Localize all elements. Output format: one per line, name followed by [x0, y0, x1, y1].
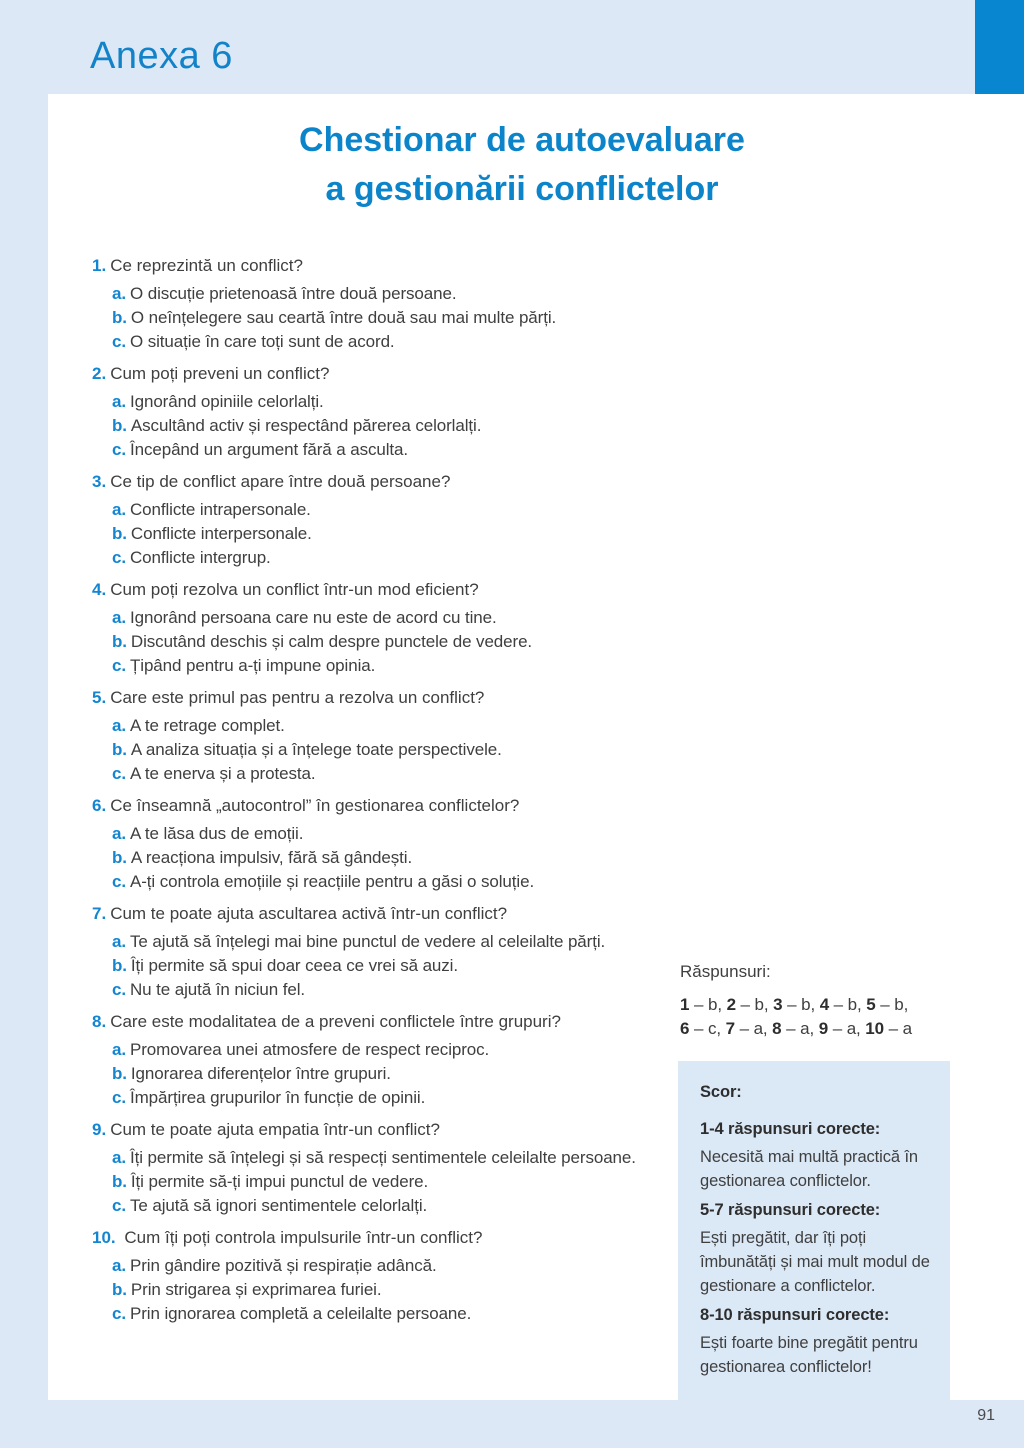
options-list: [92, 282, 712, 354]
question-line: [92, 578, 712, 602]
option-letter: b.: [112, 848, 127, 867]
option-letter: a.: [112, 284, 126, 303]
answer-letter: – a: [884, 1019, 912, 1038]
answer-question-number: 6: [680, 1019, 690, 1038]
question-number: 3.: [92, 472, 107, 491]
option-letter: b.: [112, 416, 127, 435]
option-letter: c.: [112, 872, 126, 891]
answer-pair: [680, 1019, 726, 1038]
option-letter: c.: [112, 440, 126, 459]
page-header-band: [0, 0, 1024, 94]
options-list: [92, 1038, 712, 1110]
answer-letter: – a,: [734, 1019, 773, 1038]
question-number: 5.: [92, 688, 107, 707]
options-list: [92, 606, 712, 678]
question-block: [92, 362, 712, 462]
page-title-line2: a gestionării conflictelor: [325, 170, 719, 208]
score-entry-heading: 1-4 răspunsuri corecte:: [700, 1120, 881, 1138]
question-line: [92, 254, 712, 278]
score-entries: [700, 1117, 942, 1379]
score-entry-text: Necesită mai multă practică în gestionarea conflictelor.: [700, 1148, 919, 1190]
option-text: Țipând pentru a-ți impune opinia.: [129, 656, 376, 675]
answer-question-number: 3: [773, 995, 783, 1014]
option-line: [112, 1062, 712, 1086]
question-text: Care este modalitatea de a preveni conflictele între grupuri?: [110, 1012, 561, 1031]
option-text: A analiza situația și a înțelege toate perspectivele.: [130, 740, 502, 759]
question-block: [92, 1010, 712, 1110]
option-text: Conflicte interpersonale.: [130, 524, 312, 543]
option-line: [112, 1254, 712, 1278]
question-number: 6.: [92, 796, 107, 815]
option-letter: b.: [112, 1280, 127, 1299]
score-entry-heading: 8-10 răspunsuri corecte:: [700, 1306, 890, 1324]
question-number: 2.: [92, 364, 107, 383]
score-box: [678, 1061, 950, 1400]
score-entry: [700, 1198, 942, 1298]
option-line: [112, 738, 712, 762]
question-line: [92, 1118, 712, 1142]
question-block: [92, 1118, 712, 1218]
option-text: O situație în care toți sunt de acord.: [129, 332, 395, 351]
option-line: [112, 1146, 712, 1170]
question-text: Ce înseamnă „autocontrol” în gestionarea conflictelor?: [110, 796, 520, 815]
answers-row: [680, 1017, 1010, 1041]
option-text: Ignorând opiniile celorlalți.: [129, 392, 324, 411]
option-text: Conflicte intrapersonale.: [129, 500, 311, 519]
option-letter: b.: [112, 956, 127, 975]
option-text: O discuție prietenoasă între două persoane.: [129, 284, 457, 303]
answer-pair: [726, 1019, 773, 1038]
option-text: A reacționa impulsiv, fără să gândești.: [130, 848, 413, 867]
option-text: Îți permite să înțelegi și să respecți sentimentele celeilalte persoane.: [129, 1148, 636, 1167]
option-text: Discutând deschis și calm despre punctele de vedere.: [130, 632, 533, 651]
options-list: [92, 390, 712, 462]
answer-letter: – b,: [875, 995, 909, 1014]
option-letter: b.: [112, 308, 127, 327]
question-number: 7.: [92, 904, 107, 923]
option-text: Începând un argument fără a asculta.: [129, 440, 409, 459]
option-letter: c.: [112, 1196, 126, 1215]
answer-pair: [819, 1019, 866, 1038]
option-text: Ignorarea diferențelor între grupuri.: [130, 1064, 391, 1083]
question-text: Ce tip de conflict apare între două persoane?: [110, 472, 451, 491]
options-list: [92, 714, 712, 786]
option-line: [112, 870, 712, 894]
option-line: [112, 654, 712, 678]
options-list: [92, 498, 712, 570]
score-entry: [700, 1303, 942, 1379]
option-line: [112, 1194, 712, 1218]
answer-pair: [866, 995, 908, 1014]
option-line: [112, 522, 712, 546]
option-line: [112, 1038, 712, 1062]
option-text: Prin gândire pozitivă și respirație adâncă.: [129, 1256, 437, 1275]
option-line: [112, 1302, 712, 1326]
option-text: Îți permite să spui doar ceea ce vrei să auzi.: [130, 956, 458, 975]
option-text: Prin ignorarea completă a celeilalte persoane.: [129, 1304, 472, 1323]
answer-question-number: 10: [865, 1019, 885, 1038]
option-line: [112, 546, 712, 570]
option-line: [112, 1170, 712, 1194]
options-list: [92, 822, 712, 894]
question-line: [92, 686, 712, 710]
option-letter: c.: [112, 764, 126, 783]
answer-letter: – c,: [689, 1019, 726, 1038]
answer-pair: [820, 995, 867, 1014]
question-line: [92, 470, 712, 494]
option-letter: b.: [112, 524, 127, 543]
question-block: [92, 254, 712, 354]
option-line: [112, 954, 712, 978]
option-text: Împărțirea grupurilor în funcție de opinii.: [129, 1088, 426, 1107]
question-number: 4.: [92, 580, 107, 599]
question-text: Cum îți poți controla impulsurile într-un conflict?: [119, 1228, 483, 1247]
answer-question-number: 1: [680, 995, 690, 1014]
answer-pair: [727, 995, 774, 1014]
score-entry-text: Ești pregătit, dar îți poți îmbunătăți și mai mult modul de gestionare a conflictelor.: [700, 1229, 930, 1295]
options-list: [92, 930, 712, 1002]
answers-label: Răspunsuri:: [680, 962, 771, 981]
option-text: A te lăsa dus de emoții.: [129, 824, 304, 843]
option-text: Te ajută să înțelegi mai bine punctul de vedere al celeilalte părți.: [129, 932, 606, 951]
option-line: [112, 978, 712, 1002]
page-title-line1: Chestionar de autoevaluare: [299, 121, 745, 159]
option-letter: a.: [112, 608, 126, 627]
option-letter: c.: [112, 1088, 126, 1107]
option-letter: a.: [112, 1040, 126, 1059]
page-title: [48, 116, 1024, 214]
question-text: Cum poți preveni un conflict?: [110, 364, 330, 383]
option-text: Conflicte intergrup.: [129, 548, 271, 567]
answer-letter: – b,: [829, 995, 867, 1014]
option-text: Promovarea unei atmosfere de respect reciproc.: [129, 1040, 490, 1059]
question-number: 1.: [92, 256, 107, 275]
content-sheet: [48, 94, 1024, 1400]
option-line: [112, 846, 712, 870]
question-block: [92, 578, 712, 678]
answers-row: [680, 993, 1010, 1017]
option-letter: b.: [112, 740, 127, 759]
option-line: [112, 438, 712, 462]
question-block: [92, 470, 712, 570]
question-block: [92, 902, 712, 1002]
option-text: Prin strigarea și exprimarea furiei.: [130, 1280, 382, 1299]
option-letter: a.: [112, 392, 126, 411]
option-letter: a.: [112, 500, 126, 519]
option-letter: b.: [112, 1064, 127, 1083]
score-box-title: Scor:: [700, 1083, 742, 1101]
score-entry-text: Ești foarte bine pregătit pentru gestionarea conflictelor!: [700, 1334, 918, 1376]
option-letter: a.: [112, 1148, 126, 1167]
option-line: [112, 930, 712, 954]
answer-letter: – b,: [689, 995, 727, 1014]
option-letter: a.: [112, 932, 126, 951]
questionnaire: [92, 254, 712, 1334]
answer-letter: – b,: [735, 995, 774, 1014]
option-line: [112, 330, 712, 354]
question-line: [92, 902, 712, 926]
question-block: [92, 686, 712, 786]
option-text: Ignorând persoana care nu este de acord cu tine.: [129, 608, 497, 627]
question-text: Care este primul pas pentru a rezolva un conflict?: [110, 688, 485, 707]
question-text: Cum te poate ajuta empatia într-un conflict?: [110, 1120, 440, 1139]
option-line: [112, 414, 712, 438]
corner-accent-block: [975, 0, 1024, 94]
score-entry-heading: 5-7 răspunsuri corecte:: [700, 1201, 881, 1219]
option-letter: a.: [112, 824, 126, 843]
option-letter: a.: [112, 1256, 126, 1275]
option-line: [112, 1086, 712, 1110]
option-text: Îți permite să-ți impui punctul de vedere.: [130, 1172, 429, 1191]
option-line: [112, 390, 712, 414]
options-list: [92, 1146, 712, 1218]
answer-question-number: 9: [818, 1019, 829, 1038]
answer-letter: – a,: [828, 1019, 866, 1038]
question-text: Ce reprezintă un conflict?: [110, 256, 303, 275]
option-text: A te retrage complet.: [129, 716, 285, 735]
score-entry: [700, 1117, 942, 1193]
option-text: Ascultând activ și respectând părerea celorlalți.: [130, 416, 482, 435]
question-number: 8.: [92, 1012, 107, 1031]
question-text: Cum poți rezolva un conflict într-un mod eficient?: [110, 580, 479, 599]
answers-key: [680, 993, 1010, 1041]
answer-pair: [865, 1019, 912, 1038]
option-text: A-ți controla emoțiile și reacțiile pentru a găsi o soluție.: [129, 872, 535, 891]
option-letter: c.: [112, 1304, 126, 1323]
answer-question-number: 5: [866, 995, 876, 1014]
answer-pair: [773, 995, 820, 1014]
answer-question-number: 4: [819, 995, 830, 1014]
question-number: 10.: [92, 1228, 116, 1247]
options-list: [92, 1254, 712, 1326]
answer-question-number: 8: [772, 1019, 782, 1038]
answer-question-number: 7: [725, 1019, 735, 1038]
option-letter: c.: [112, 332, 126, 351]
option-line: [112, 1278, 712, 1302]
option-text: A te enerva și a protesta.: [129, 764, 316, 783]
option-text: Nu te ajută în niciun fel.: [129, 980, 306, 999]
question-block: [92, 1226, 712, 1326]
answer-pair: [680, 995, 727, 1014]
answer-letter: – b,: [782, 995, 820, 1014]
option-letter: c.: [112, 656, 126, 675]
option-line: [112, 714, 712, 738]
option-line: [112, 822, 712, 846]
question-line: [92, 794, 712, 818]
option-letter: c.: [112, 980, 126, 999]
option-letter: b.: [112, 632, 127, 651]
option-letter: a.: [112, 716, 126, 735]
answer-pair: [772, 1019, 819, 1038]
option-letter: c.: [112, 548, 126, 567]
option-line: [112, 606, 712, 630]
answers-panel: [680, 960, 1010, 1041]
page-number: 91: [977, 1407, 995, 1424]
option-line: [112, 498, 712, 522]
question-line: [92, 1010, 712, 1034]
option-letter: b.: [112, 1172, 127, 1191]
question-line: [92, 1226, 712, 1250]
option-line: [112, 630, 712, 654]
question-block: [92, 794, 712, 894]
answer-question-number: 2: [726, 995, 736, 1014]
option-line: [112, 762, 712, 786]
question-number: 9.: [92, 1120, 107, 1139]
option-text: Te ajută să ignori sentimentele celorlalți.: [129, 1196, 428, 1215]
page-footer-band: [0, 1400, 1024, 1448]
option-line: [112, 306, 712, 330]
question-text: Cum te poate ajuta ascultarea activă într-un conflict?: [110, 904, 508, 923]
option-line: [112, 282, 712, 306]
answer-letter: – a,: [781, 1019, 819, 1038]
annex-label: Anexa 6: [90, 35, 233, 77]
option-text: O neînțelegere sau ceartă între două sau mai multe părți.: [130, 308, 557, 327]
question-line: [92, 362, 712, 386]
